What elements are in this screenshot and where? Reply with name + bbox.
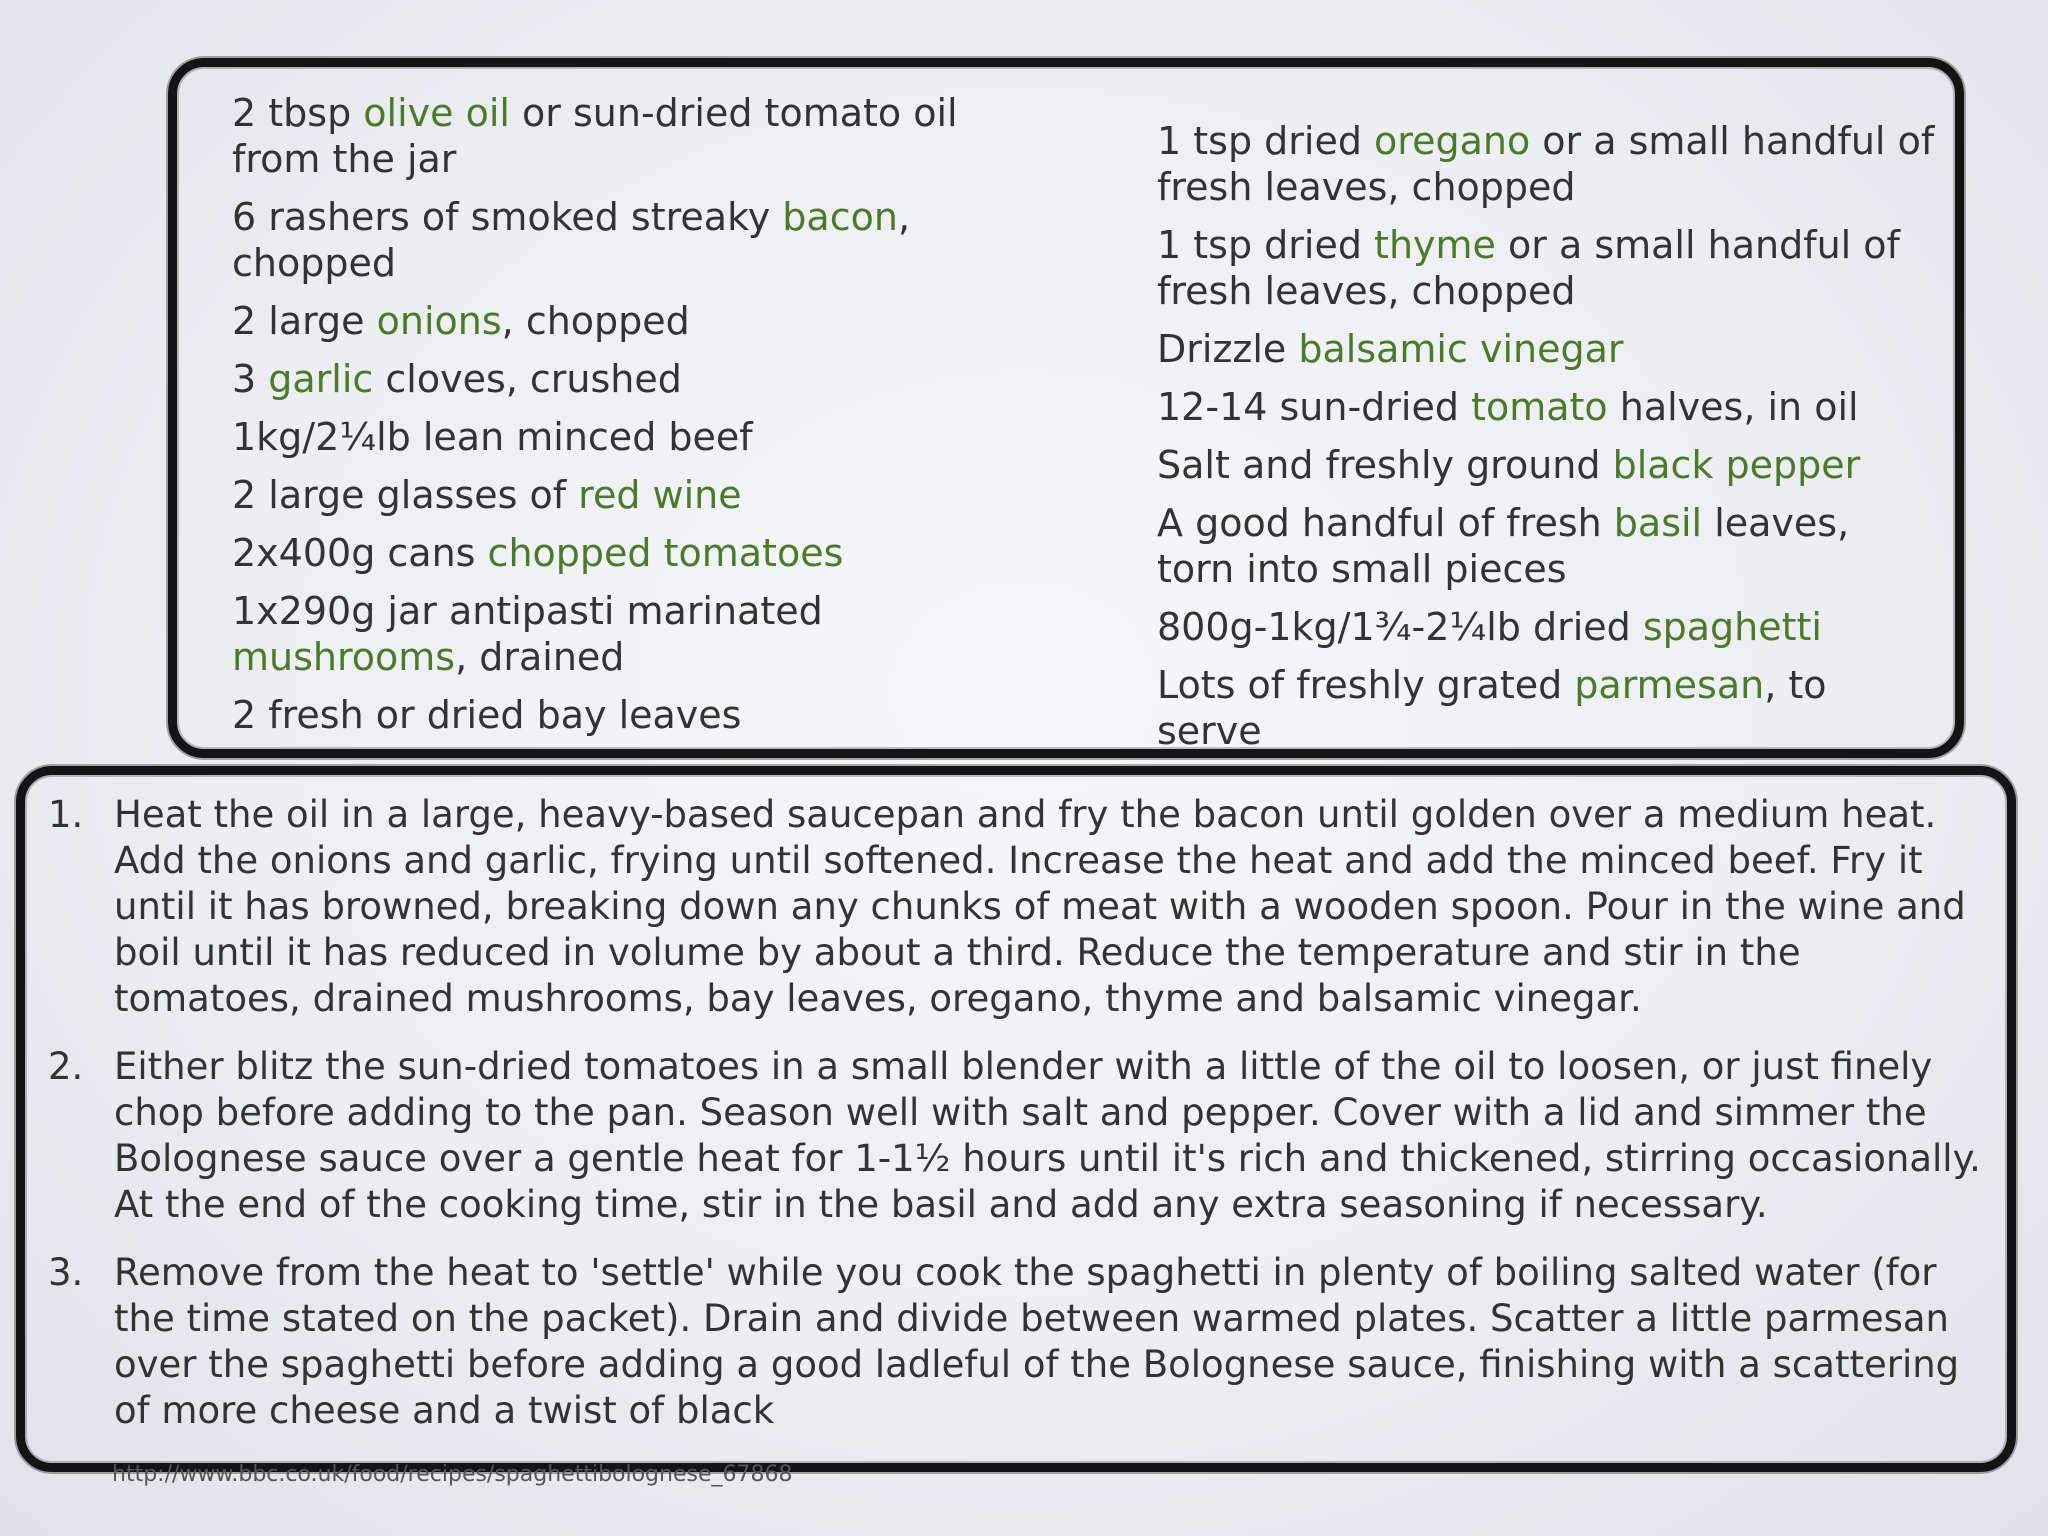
step-text: Either blitz the sun-dried tomatoes in a small blender with a little of the oil to loosen, or just finely chop before adding to the pan. Season well with salt and pepper. Cover with a lid and simmer the Bolognese sauce over a gentle heat for 1-1½ hours until it's rich and thickened, stirring occasionally. At the end of the cooking time, stir in the basil and add any extra seasoning if necessary.: [114, 1045, 1981, 1226]
method-step: [48, 792, 1998, 1022]
step-number: 3.: [48, 1251, 84, 1294]
step-text: Remove from the heat to 'settle' while you cook the spaghetti in plenty of boiling salted water (for the time stated on the packet). Drain and divide between warmed plates. Scatter a little parmesan over the spaghetti before adding a good ladleful of the Bolognese sauce, finishing with a scattering of more cheese and a twist of black: [114, 1251, 1960, 1432]
step-number: 1.: [48, 793, 84, 836]
ingredient-item: 1x290g jar antipasti marinated mushrooms, drained: [232, 589, 823, 679]
ingredient-item: Drizzle balsamic vinegar: [1157, 327, 1624, 371]
source-url: http://www.bbc.co.uk/food/recipes/spaghettibolognese_67868: [112, 1462, 793, 1487]
ingredient-item: Lots of freshly grated parmesan, to serve: [1157, 663, 1827, 753]
ingredient-item: 2 large glasses of red wine: [232, 473, 742, 517]
ingredient-item: 3 garlic cloves, crushed: [232, 357, 682, 401]
method-step: [48, 1044, 1998, 1228]
ingredient-item: 2 fresh or dried bay leaves: [232, 693, 742, 737]
step-number: 2.: [48, 1045, 84, 1088]
ingredient-item: 2 tbsp olive oil or sun-dried tomato oil from the jar: [232, 91, 958, 181]
ingredient-item: 800g-1kg/1¾-2¼lb dried spaghetti: [1157, 605, 1822, 649]
ingredient-item: 2x400g cans chopped tomatoes: [232, 531, 844, 575]
ingredient-item: 6 rashers of smoked streaky bacon, chopped: [232, 195, 911, 285]
ingredient-item: 1 tsp dried oregano or a small handful of fresh leaves, chopped: [1157, 119, 1935, 209]
ingredients-list-right: [1157, 118, 1937, 766]
ingredient-item: 1 tsp dried thyme or a small handful of fresh leaves, chopped: [1157, 223, 1900, 313]
ingredients-list-left: [232, 90, 972, 750]
method-step: [48, 1250, 1998, 1434]
ingredient-item: A good handful of fresh basil leaves, torn into small pieces: [1157, 501, 1850, 591]
ingredient-item: 2 large onions, chopped: [232, 299, 690, 343]
method-steps: [48, 792, 1998, 1456]
ingredient-item: Salt and freshly ground black pepper: [1157, 443, 1861, 487]
ingredient-item: 12-14 sun-dried tomato halves, in oil: [1157, 385, 1859, 429]
step-text: Heat the oil in a large, heavy-based saucepan and fry the bacon until golden over a medium heat. Add the onions and garlic, frying until softened. Increase the heat and add the minced beef. Fry it until it has browned, breaking down any chunks of meat with a wooden spoon. Pour in the wine and boil until it has reduced in volume by about a third. Reduce the temperature and stir in the tomatoes, drained mushrooms, bay leaves, oregano, thyme and balsamic vinegar.: [114, 793, 1966, 1020]
ingredient-item: 1kg/2¼lb lean minced beef: [232, 415, 753, 459]
